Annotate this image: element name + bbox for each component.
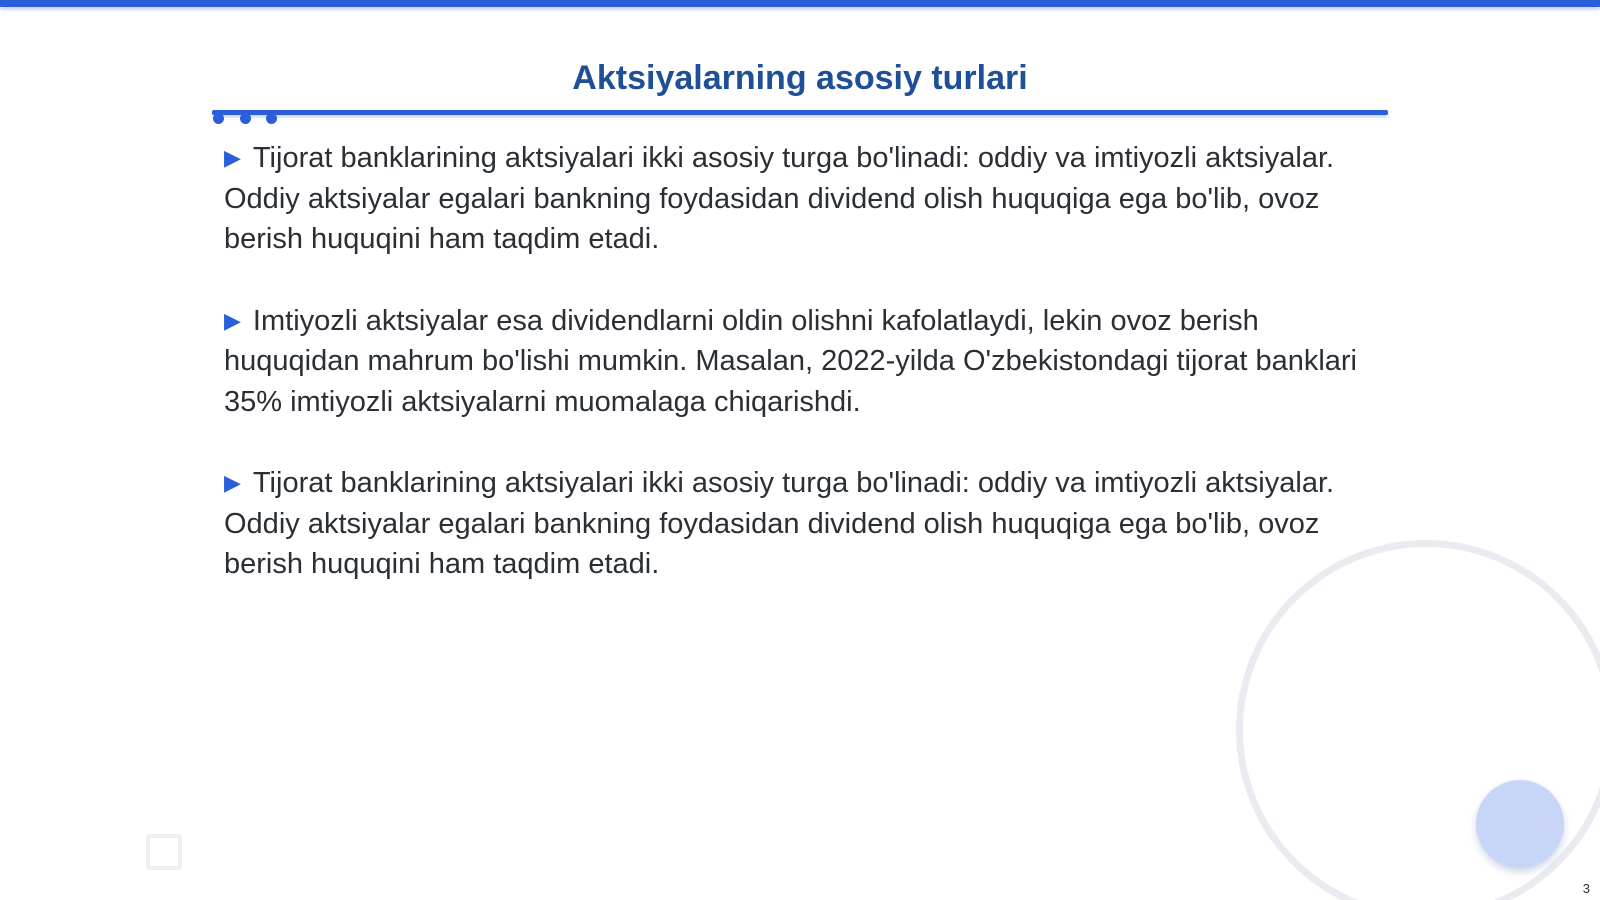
bullet-paragraph-2: [224, 301, 1364, 423]
rule-dot: [213, 113, 224, 124]
bullet-text: Tijorat banklarining aktsiyalari ikki asosiy turga bo'linadi: oddiy va imtiyozli aktsiyalar. Oddiy aktsiyalar egalari bankning foydasidan dividend olish huquqiga ega bo'lib, ovoz berish huquqini ham taqdim etadi.: [224, 142, 1335, 255]
bullet-paragraph-3: [224, 463, 1364, 585]
rule-dot: [266, 113, 277, 124]
decorative-square: [146, 834, 182, 870]
page-number: 3: [1582, 881, 1590, 896]
bullet-paragraph-1: [224, 138, 1364, 260]
triangle-bullet-icon: ▶: [224, 470, 241, 495]
title-underline: [212, 110, 1388, 115]
triangle-bullet-icon: ▶: [224, 145, 241, 170]
rule-dot: [240, 113, 251, 124]
slide-title: Aktsiyalarning asosiy turlari: [572, 59, 1028, 97]
decorative-circle: [1476, 780, 1564, 868]
triangle-bullet-icon: ▶: [224, 307, 241, 333]
top-accent-bar: [0, 0, 1600, 7]
bullet-text: Tijorat banklarining aktsiyalari ikki asosiy turga bo'linadi: oddiy va imtiyozli aktsiyalar. Oddiy aktsiyalar egalari bankning foydasidan dividend olish huquqiga ega bo'lib, ovoz berish huquqini ham taqdim etadi.: [224, 467, 1335, 580]
bullet-list: [224, 138, 1364, 626]
bullet-text: Imtiyozli aktsiyalar esa dividendlarni oldin olishni kafolatlaydi, lekin ovoz berish huquqidan mahrum bo'lishi mumkin. Masalan, 2022-yilda O'zbekistondagi tijorat banklari 35% imtiyozli aktsiyalarni muomalaga chiqarishdi.: [224, 304, 1357, 418]
